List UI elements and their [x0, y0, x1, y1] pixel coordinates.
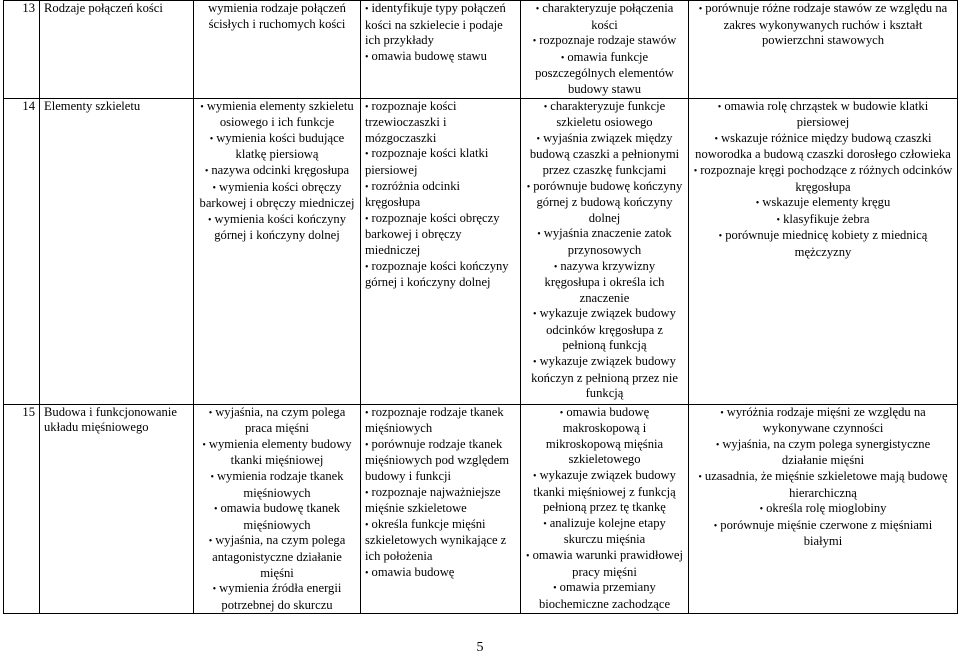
- bullet-icon: •: [526, 550, 530, 562]
- topic-cell: Elementy szkieletu: [40, 98, 194, 404]
- bullet-icon: •: [693, 165, 698, 177]
- list-item: • omawia budowę stawu: [365, 48, 487, 63]
- list-item: • klasyfikuje żebra: [776, 211, 870, 226]
- list-item: • rozpoznaje kości obręczy barkowej i obręczy miedniczej: [365, 210, 500, 257]
- bullet-icon: •: [207, 214, 212, 226]
- requirements-cell: [521, 1, 689, 99]
- list-item: • omawia budowę: [365, 564, 455, 579]
- list-item: • porównuje mięśnie czerwone z mięśniami białymi: [713, 517, 933, 549]
- list-item: • wyjaśnia związek między budową czaszki a pełnionymi przez czaszkę funkcjami: [529, 130, 680, 177]
- bullet-icon: •: [213, 504, 218, 516]
- bullet-icon: •: [204, 165, 209, 177]
- list-item: • uzasadnia, że mięśnie szkieletowe mają budowę hierarchiczną: [698, 468, 948, 500]
- list-item: • wykazuje związek budowy tkanki mięśniowej z funkcją pełnioną przez tę tkankę: [533, 467, 676, 515]
- bullet-icon: •: [365, 519, 369, 531]
- topic-cell: Budowa i funkcjonowanie układu mięśniowego: [40, 404, 194, 614]
- bullet-icon: •: [365, 487, 369, 499]
- bullet-icon: •: [718, 231, 723, 243]
- table-row: [4, 1, 958, 99]
- bullet-icon: •: [698, 471, 702, 483]
- bullet-icon: •: [365, 181, 369, 193]
- requirements-cell: [521, 98, 689, 404]
- list-item: • wymienia elementy budowy tkanki mięśniowej: [202, 436, 352, 468]
- bullet-icon: •: [365, 149, 369, 161]
- bullet-icon: •: [543, 101, 548, 113]
- list-item: • określa rolę mioglobiny: [759, 501, 887, 516]
- bullet-icon: •: [717, 101, 722, 113]
- list-item: • omawia budowę tkanek mięśniowych: [213, 501, 341, 532]
- bullet-icon: •: [526, 181, 531, 193]
- bullet-icon: •: [365, 51, 369, 63]
- topic-cell: Rodzaje połączeń kości: [40, 1, 194, 99]
- bullet-icon: •: [755, 198, 760, 210]
- list-item: • wykazuje związek budowy kończyn z pełnioną przez nie funkcją: [531, 354, 678, 401]
- bullet-icon: •: [535, 4, 540, 15]
- list-item: • wymienia elementy szkieletu osiowego i ich funkcje: [200, 98, 354, 130]
- page-number: 5: [476, 640, 484, 655]
- bullet-icon: •: [759, 504, 764, 516]
- table-row: [4, 98, 958, 404]
- list-item: • rozpoznaje kości klatki piersiowej: [365, 146, 489, 177]
- bullet-icon: •: [720, 407, 724, 419]
- list-item: • wykazuje związek budowy odcinków kręgosłupa z pełnioną funkcją: [533, 306, 676, 353]
- bullet-icon: •: [537, 229, 541, 241]
- bullet-icon: •: [713, 520, 718, 532]
- bullet-icon: •: [365, 4, 369, 15]
- list-item: • wskazuje różnice między budową czaszki noworodka a budową czaszki dorosłego człowieka: [695, 130, 951, 162]
- list-item: • rozpoznaje kości trzewioczaszki i mózgoczaszki: [365, 98, 457, 145]
- bullet-icon: •: [543, 518, 547, 530]
- requirement-text: wymienia rodzaje połączeń ścisłych i ruchomych kości: [208, 1, 346, 31]
- requirements-cell: [361, 98, 521, 404]
- bullet-icon: •: [208, 407, 213, 419]
- list-item: • nazywa odcinki kręgosłupa: [204, 162, 350, 177]
- list-item: • wymienia kości kończyny górnej i kończyny dolnej: [207, 211, 347, 243]
- list-item: • omawia przemiany biochemiczne zachodzące: [538, 580, 671, 611]
- bullet-icon: •: [208, 536, 213, 548]
- requirements-cell: [194, 98, 361, 404]
- bullet-icon: •: [365, 213, 369, 225]
- list-item: • porównuje rodzaje tkanek mięśniowych pod względem budowy i funkcji: [365, 436, 510, 483]
- bullet-icon: •: [365, 101, 369, 113]
- bullet-icon: •: [536, 133, 541, 145]
- bullet-icon: •: [365, 567, 369, 579]
- requirements-cell: [689, 98, 958, 404]
- list-item: • wyjaśnia, na czym polega synergistyczne działanie mięśni: [715, 436, 931, 468]
- row-number: 13: [4, 1, 40, 99]
- curriculum-table: [3, 0, 958, 614]
- list-item: • porównuje różne rodzaje stawów ze względu na zakres wykonywanych ruchów i kształt powierzchni stawowych: [698, 1, 948, 48]
- requirements-cell: [194, 404, 361, 614]
- bullet-icon: •: [559, 407, 564, 419]
- list-item: • rozpoznaje kręgi pochodzące z różnych odcinków kręgosłupa: [693, 162, 953, 194]
- list-item: • charakteryzuje połączenia kości: [535, 1, 674, 32]
- table-row: [4, 404, 958, 614]
- bullet-icon: •: [212, 584, 217, 596]
- list-item: • analizuje kolejne etapy skurczu mięśnia: [543, 515, 666, 547]
- bullet-icon: •: [365, 407, 369, 419]
- list-item: • identyfikuje typy połączeń kości na szkielecie i podaje ich przykłady: [365, 1, 506, 48]
- bullet-icon: •: [200, 101, 204, 113]
- list-item: • rozpoznaje kości kończyny górnej i kończyny dolnej: [365, 258, 509, 290]
- bullet-icon: •: [532, 36, 537, 48]
- bullet-icon: •: [210, 471, 214, 483]
- list-item: • porównuje budowę kończyny górnej z budową kończyny dolnej: [526, 178, 683, 225]
- bullet-icon: •: [212, 182, 217, 194]
- list-item: • wyróżnia rodzaje mięśni ze względu na wykonywane czynności: [720, 404, 926, 436]
- list-item: • rozróżnia odcinki kręgosłupa: [365, 178, 460, 210]
- list-item: • wymienia kości budujące klatkę piersiową: [209, 130, 345, 162]
- list-item: • wskazuje elementy kręgu: [755, 195, 891, 210]
- list-item: • omawia warunki prawidłowej pracy mięśni: [526, 547, 683, 579]
- list-item: • rozpoznaje rodzaje stawów: [532, 33, 677, 48]
- bullet-icon: •: [533, 309, 537, 321]
- bullet-icon: •: [715, 439, 720, 451]
- bullet-icon: •: [714, 133, 718, 145]
- list-item: • porównuje miednicę kobiety z miednicą mężczyzny: [718, 228, 928, 259]
- requirements-cell: [361, 404, 521, 614]
- list-item: • wymienia kości obręczy barkowej i obręczy miedniczej: [199, 179, 355, 211]
- requirements-cell: [689, 1, 958, 99]
- bullet-icon: •: [365, 261, 369, 273]
- requirements-cell: [194, 1, 361, 99]
- list-item: • nazywa krzywizny kręgosłupa i określa ich znaczenie: [544, 258, 665, 305]
- requirements-cell: [689, 404, 958, 614]
- bullet-icon: •: [533, 357, 537, 369]
- list-item: • wyjaśnia, na czym polega antagonistyczne działanie mięśni: [208, 533, 346, 580]
- list-item: • omawia funkcje poszczególnych elementów budowy stawu: [535, 49, 674, 96]
- list-item: • wyjaśnia, na czym polega praca mięśni: [208, 404, 346, 436]
- list-item: • rozpoznaje rodzaje tkanek mięśniowych: [365, 404, 504, 436]
- list-item: • charakteryzuje funkcje szkieletu osiowego: [543, 98, 666, 130]
- bullet-icon: •: [533, 470, 537, 482]
- list-item: • wyjaśnia znaczenie zatok przynosowych: [537, 226, 672, 257]
- bullet-icon: •: [202, 439, 206, 451]
- bullet-icon: •: [365, 439, 369, 451]
- row-number: 15: [4, 404, 40, 614]
- bullet-icon: •: [776, 214, 781, 226]
- list-item: • wymienia źródła energii potrzebnej do skurczu: [212, 581, 342, 612]
- list-item: • omawia budowę makroskopową i mikroskopową mięśnia szkieletowego: [545, 404, 664, 467]
- bullet-icon: •: [698, 4, 703, 15]
- list-item: • określa funkcje mięśni szkieletowych wynikające z ich położenia: [365, 516, 507, 563]
- list-item: • omawia rolę chrząstek w budowie klatki piersiowej: [717, 98, 929, 130]
- row-number: 14: [4, 98, 40, 404]
- list-item: • rozpoznaje najważniejsze mięśnie szkieletowe: [365, 484, 501, 516]
- bullet-icon: •: [560, 52, 565, 64]
- bullet-icon: •: [553, 583, 557, 595]
- list-item: • wymienia rodzaje tkanek mięśniowych: [210, 468, 344, 500]
- bullet-icon: •: [209, 133, 214, 145]
- requirements-cell: [361, 1, 521, 99]
- bullet-icon: •: [553, 261, 558, 273]
- requirements-cell: [521, 404, 689, 614]
